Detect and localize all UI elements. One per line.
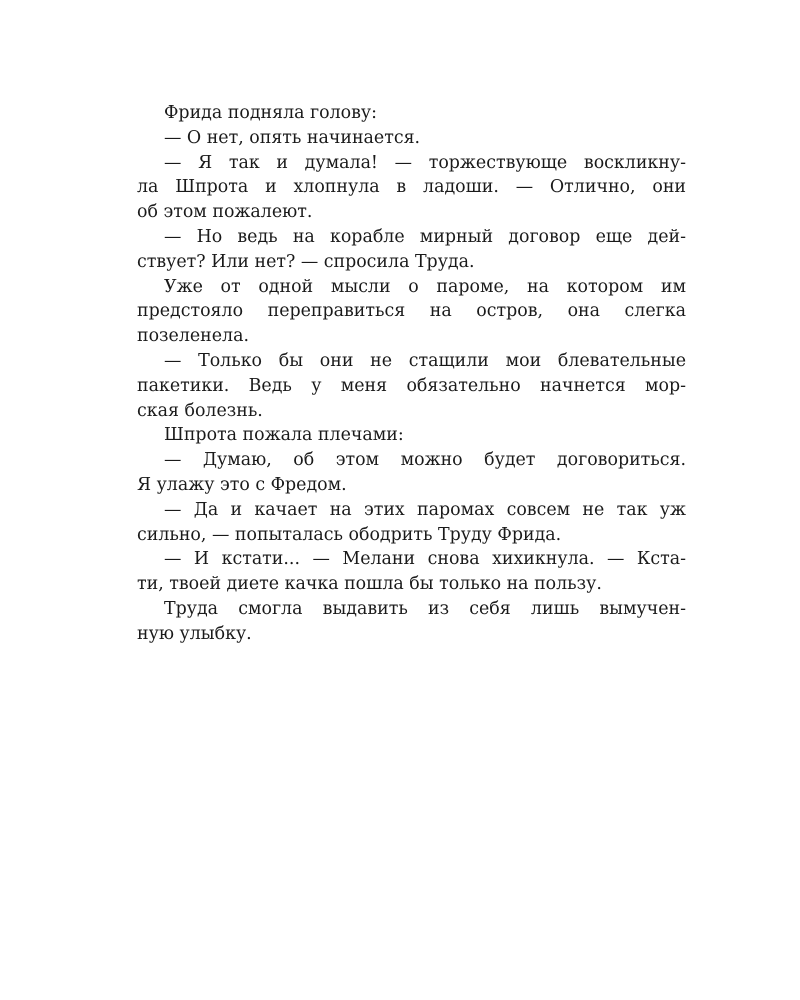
text-line: ская болезнь. (137, 400, 263, 421)
text-line: — Только бы они не стащили мои блевательные (164, 350, 686, 371)
text-line: ти, твоей диете качка пошла бы только на пользу. (137, 574, 602, 595)
text-line: предстояло переправиться на остров, она слегка (137, 301, 686, 322)
text-line: об этом пожалеют. (137, 202, 313, 223)
text-line: сильно, — попыталась ободрить Труду Фрида. (137, 524, 562, 545)
text-line: пакетики. Ведь у меня обязательно начнется мор- (137, 375, 686, 396)
body-text (137, 101, 686, 647)
text-line: Уже от одной мысли о пароме, на котором им (164, 276, 686, 297)
text-line: — Думаю, об этом можно будет договориться. (164, 450, 686, 471)
text-line: — Я так и думала! — торжествующе воскликну- (164, 152, 686, 173)
text-line: Шпрота пожала плечами: (164, 425, 404, 446)
text-line: — Но ведь на корабле мирный договор еще дей- (164, 226, 686, 247)
text-line: Труда смогла выдавить из себя лишь вымучен- (164, 598, 686, 619)
text-line: ную улыбку. (137, 623, 252, 644)
text-line: ствует? Или нет? — спросила Труда. (137, 251, 475, 272)
text-line: ла Шпрота и хлопнула в ладоши. — Отлично, они (137, 177, 686, 198)
text-line: — И кстати... — Мелани снова хихикнула. — Кста- (164, 549, 686, 570)
text-line: позеленела. (137, 326, 250, 347)
text-line: Я улажу это с Фредом. (137, 474, 347, 495)
text-line: — О нет, опять начинается. (164, 127, 421, 148)
text-line: — Да и качает на этих паромах совсем не так уж (164, 499, 686, 520)
text-line: Фрида подняла голову: (164, 103, 378, 123)
